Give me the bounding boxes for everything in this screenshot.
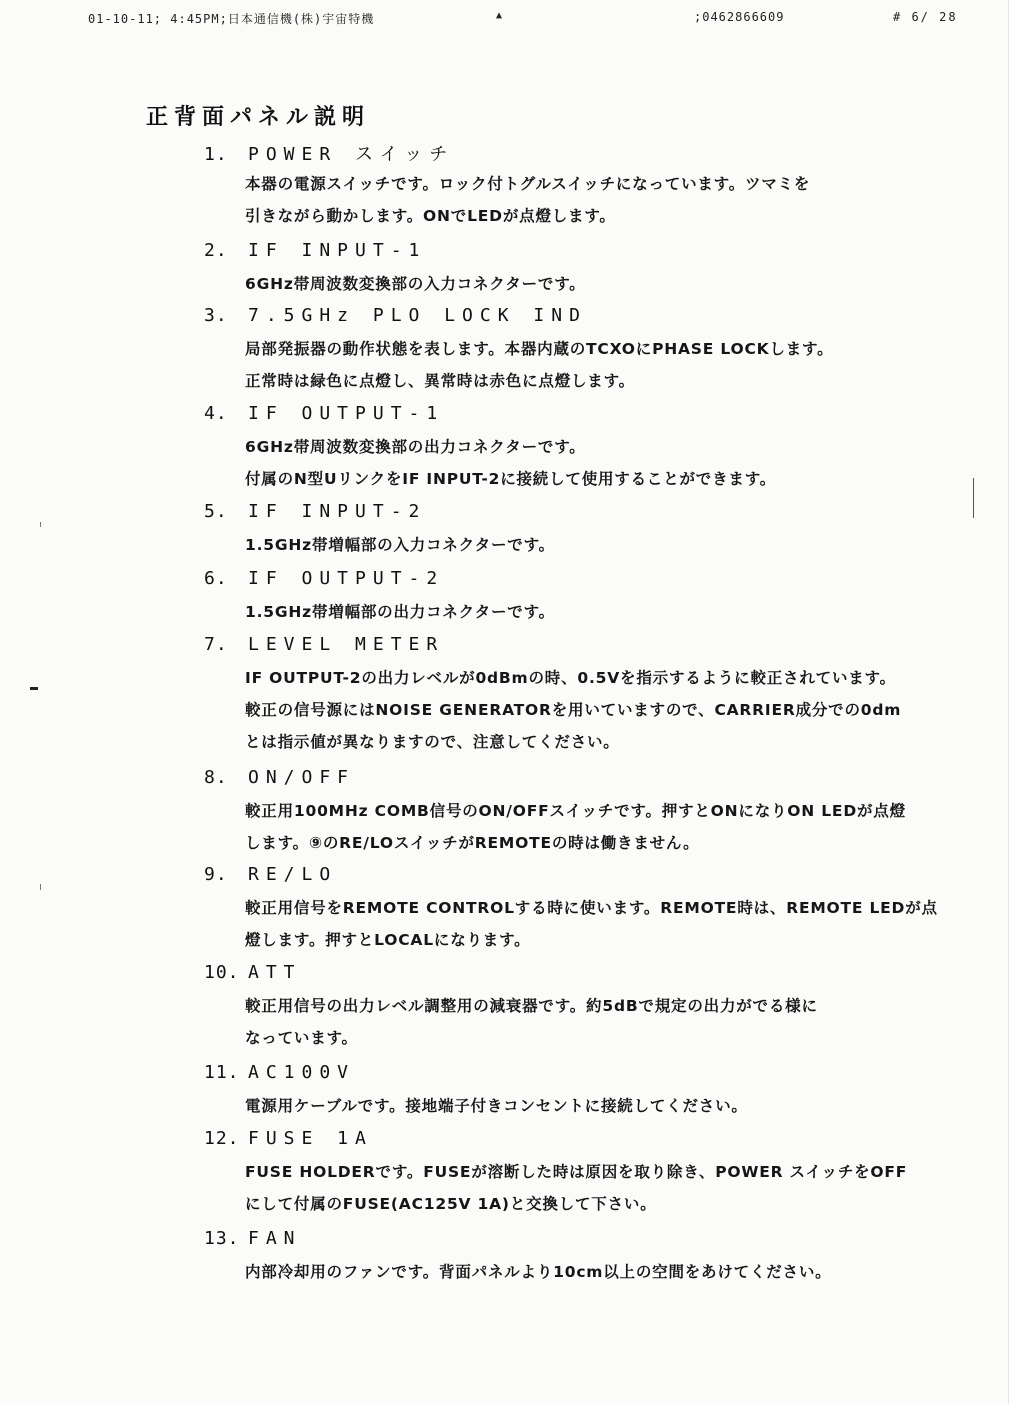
item-name: AC100V [248, 1062, 356, 1083]
item-description-line: 較正の信号源にはNOISE GENERATORを用いていますので、CARRIER成分での0dm [245, 701, 902, 719]
item-heading [204, 864, 337, 885]
item-heading [204, 1062, 355, 1083]
item-description-line: します。⑨のRE/LOスイッチがREMOTEの時は働きません。 [245, 834, 700, 852]
scan-mark [40, 522, 41, 527]
item-description-line: 較正用信号をREMOTE CONTROLする時に使います。REMOTE時は、REMOTE LEDが点 [245, 899, 938, 917]
item-description-line: FUSE HOLDERです。FUSEが溶断した時は原因を取り除き、POWER スイッチをOFF [245, 1163, 908, 1181]
item-description-line: IF OUTPUT-2の出力レベルが0dBmの時、0.5Vを指示するように較正されています。 [245, 669, 896, 687]
item-number: 6. [204, 568, 228, 589]
fax-page-number: # 6/ 28 [893, 10, 958, 24]
fax-phone: ;0462866609 [694, 10, 785, 24]
item-number: 7. [204, 634, 228, 655]
fax-header [0, 10, 1008, 30]
item-heading [204, 403, 444, 424]
item-number: 5. [204, 501, 228, 522]
item-heading [204, 568, 444, 589]
item-name: POWER スイッチ [248, 144, 455, 165]
item-number: 10. [204, 962, 240, 983]
item-description-line: とは指示値が異なりますので、注意してください。 [245, 733, 620, 751]
item-description-line: なっています。 [245, 1029, 358, 1047]
item-name: LEVEL METER [248, 634, 445, 655]
item-name: FAN [248, 1228, 302, 1249]
item-heading [204, 501, 426, 522]
scan-mark [973, 478, 974, 518]
item-name: FUSE 1A [248, 1128, 373, 1149]
item-number: 12. [204, 1128, 240, 1149]
scan-mark [30, 687, 38, 690]
item-description-line: 6GHz帯周波数変換部の出力コネクターです。 [245, 438, 586, 456]
fax-marker: ▲ [496, 10, 504, 21]
item-name: IF OUTPUT-1 [248, 403, 445, 424]
item-heading [204, 305, 587, 326]
item-name: ON/OFF [248, 767, 356, 788]
item-number: 11. [204, 1062, 240, 1083]
page-title: 正背面パネル説明 [146, 104, 371, 130]
item-name: IF OUTPUT-2 [248, 568, 445, 589]
item-number: 2. [204, 240, 228, 261]
fax-date-sender: 01-10-11; 4:45PM;日本通信機(株)宇宙特機 [88, 12, 375, 26]
item-name: 7.5GHz PLO LOCK IND [248, 305, 587, 326]
item-description-line: 本器の電源スイッチです。ロック付トグルスイッチになっています。ツマミを [245, 175, 811, 193]
item-description-line: 較正用信号の出力レベル調整用の減衰器です。約5dBで規定の出力がでる様に [245, 997, 818, 1015]
item-name: IF INPUT-1 [248, 240, 427, 261]
item-number: 9. [204, 864, 228, 885]
item-description-line: 1.5GHz帯増幅部の入力コネクターです。 [245, 536, 555, 554]
item-description-line: 1.5GHz帯増幅部の出力コネクターです。 [245, 603, 555, 621]
item-description-line: 内部冷却用のファンです。背面パネルより10cm以上の空間をあけてください。 [245, 1263, 832, 1281]
item-description-line: 較正用100MHz COMB信号のON/OFFスイッチです。押すとONになりON LEDが点燈 [245, 802, 906, 820]
item-name: RE/LO [248, 864, 338, 885]
item-heading [204, 962, 302, 983]
item-description-line: 引きながら動かします。ONでLEDが点燈します。 [245, 207, 616, 225]
item-description-line: にして付属のFUSE(AC125V 1A)と交換して下さい。 [245, 1195, 657, 1213]
item-heading [204, 1128, 373, 1149]
item-name: IF INPUT-2 [248, 501, 427, 522]
item-description-line: 付属のN型UリンクをIF INPUT-2に接続して使用することができます。 [245, 470, 777, 488]
item-number: 1. [204, 144, 228, 165]
item-heading [204, 634, 444, 655]
item-number: 4. [204, 403, 228, 424]
item-heading [204, 767, 355, 788]
item-number: 8. [204, 767, 228, 788]
item-description-line: 6GHz帯周波数変換部の入力コネクターです。 [245, 275, 586, 293]
item-heading [204, 1228, 302, 1249]
item-heading [204, 140, 454, 166]
item-name: ATT [248, 962, 302, 983]
item-number: 13. [204, 1228, 240, 1249]
item-number: 3. [204, 305, 228, 326]
item-description-line: 局部発振器の動作状態を表します。本器内蔵のTCXOにPHASE LOCKします。 [245, 340, 834, 358]
item-heading [204, 240, 426, 261]
item-description-line: 正常時は緑色に点燈し、異常時は赤色に点燈します。 [245, 372, 635, 390]
item-description-line: 燈します。押すとLOCALになります。 [245, 931, 531, 949]
scan-mark [40, 884, 41, 890]
item-description-line: 電源用ケーブルです。接地端子付きコンセントに接続してください。 [245, 1097, 748, 1115]
